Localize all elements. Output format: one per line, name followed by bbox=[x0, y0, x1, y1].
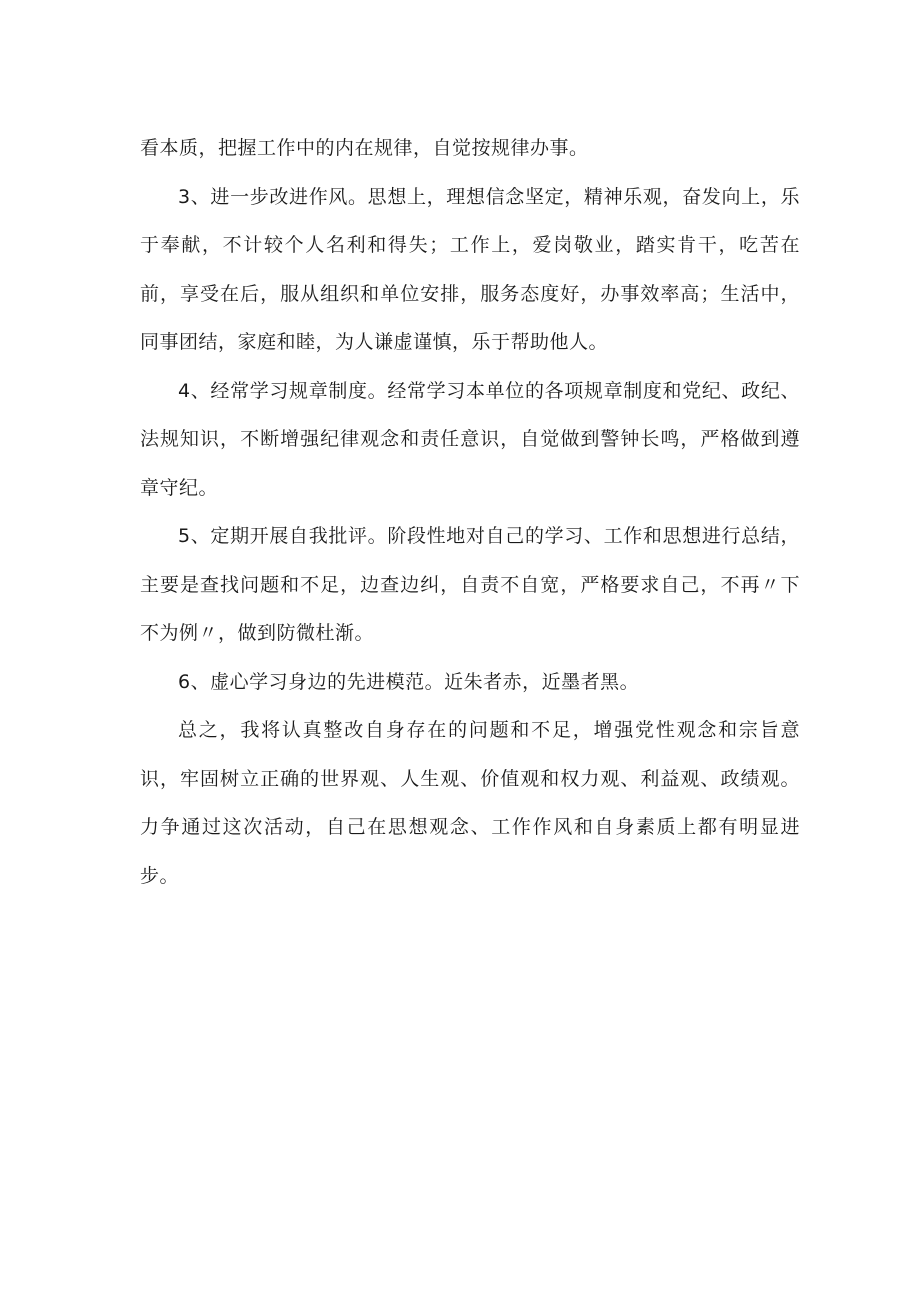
paragraph-item-3: 3、进一步改进作风。思想上，理想信念坚定，精神乐观，奋发向上，乐于奉献，不计较个人名利和得失；工作上，爱岗敬业，踏实肯干，吃苦在前，享受在后，服从组织和单位安排，服务态度好，办事效率高；生活中，同事团结，家庭和睦，为人谦虚谨慎，乐于帮助他人。 bbox=[140, 185, 800, 353]
paragraph-conclusion: 总之，我将认真整改自身存在的问题和不足，增强党性观念和宗旨意识，牢固树立正确的世界观、人生观、价值观和权力观、利益观、政绩观。力争通过这次活动，自己在思想观念、工作作风和自身素质上都有明显进步。 bbox=[140, 719, 800, 887]
paragraph-item-5: 5、定期开展自我批评。阶段性地对自己的学习、工作和思想进行总结，主要是查找问题和不足，边查边纠，自责不自宽，严格要求自己，不再〃下不为例〃，做到防微杜渐。 bbox=[140, 525, 800, 644]
document-body bbox=[140, 124, 800, 900]
paragraph-continuation: 看本质，把握工作中的内在规律，自觉按规律办事。 bbox=[140, 137, 589, 159]
paragraph-item-4: 4、经常学习规章制度。经常学习本单位的各项规章制度和党纪、政纪、法规知识，不断增强纪律观念和责任意识，自觉做到警钟长鸣，严格做到遵章守纪。 bbox=[140, 379, 800, 499]
paragraph-item-6: 6、虚心学习身边的先进模范。近朱者赤，近墨者黑。 bbox=[178, 670, 640, 693]
